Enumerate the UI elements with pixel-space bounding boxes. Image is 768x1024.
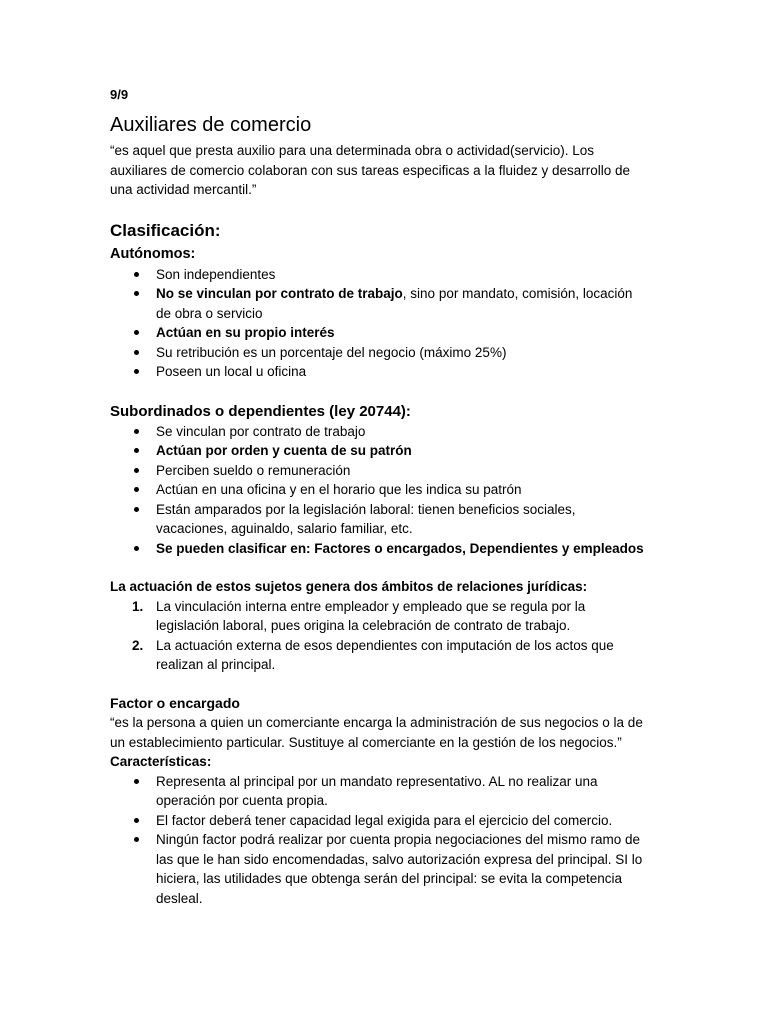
caracteristicas-list: [110, 772, 650, 909]
item-number: 1.: [132, 598, 144, 614]
autonomos-list: [110, 265, 650, 382]
factor-definition: “es la persona a quien un comerciante encarga la administración de sus negocios o la de un establecimiento particular. Sustituye al comerciante en la gestión de los negocios.”: [110, 715, 643, 750]
definition-paragraph: “es aquel que presta auxilio para una determinada obra o actividad(servicio). Los auxiliares de comercio colaboran con sus tareas especificas a la fluidez y desarrollo de una actividad mercantil.”: [110, 143, 631, 197]
numbered-item: 1. La vinculación interna entre empleador y empleado que se regula por la legislación laboral, pues origina la celebración de contrato de trabajo.: [132, 598, 586, 633]
item-number: 2.: [132, 637, 144, 653]
page-date: 9/9: [110, 87, 129, 102]
ambitos-heading: La actuación de estos sujetos genera dos ámbitos de relaciones jurídicas:: [110, 579, 588, 594]
list-item: No se vinculan por contrato de trabajo, sino por mandato, comisión, locación de obra o servicio: [156, 284, 650, 323]
list-item: Actúan en una oficina y en el horario que les indica su patrón: [156, 480, 650, 500]
list-item: Están amparados por la legislación laboral: tienen beneficios sociales, vacaciones, aguinaldo, salario familiar, etc.: [156, 500, 650, 539]
ambitos-list: [110, 597, 650, 675]
document-content: [110, 86, 650, 908]
list-item: Actúan por orden y cuenta de su patrón: [156, 441, 650, 461]
caracteristicas-heading: Características:: [110, 754, 212, 769]
page-title: Auxiliares de comercio: [110, 114, 312, 136]
autonomos-heading: Autónomos:: [110, 245, 196, 262]
list-item: Ningún factor podrá realizar por cuenta propia negociaciones del mismo ramo de las que le han sido encomendadas, salvo autorización expresa del principal. SI lo hiciera, las utilidades que obtenga serán del principal: se evita la competencia desleal.: [156, 830, 650, 908]
list-item: Se pueden clasificar en: Factores o encargados, Dependientes y empleados: [156, 539, 650, 559]
numbered-item: 2. La actuación externa de esos dependientes con imputación de los actos que realizan al principal.: [132, 637, 614, 672]
clasificacion-heading: Clasificación:: [110, 220, 221, 240]
factor-heading: Factor o encargado: [110, 694, 240, 711]
list-item: Son independientes: [156, 265, 650, 285]
list-item: El factor deberá tener capacidad legal exigida para el ejercicio del comercio.: [156, 811, 650, 831]
list-item: Su retribución es un porcentaje del negocio (máximo 25%): [156, 343, 650, 363]
list-item: Representa al principal por un mandato representativo. AL no realizar una operación por cuenta propia.: [156, 772, 650, 811]
list-item: Poseen un local u oficina: [156, 362, 650, 382]
subordinados-list: [110, 422, 650, 559]
list-item: Perciben sueldo o remuneración: [156, 461, 650, 481]
subordinados-heading: Subordinados o dependientes (ley 20744):: [110, 402, 411, 420]
list-item: Se vinculan por contrato de trabajo: [156, 422, 650, 442]
list-item: Actúan en su propio interés: [156, 323, 650, 343]
